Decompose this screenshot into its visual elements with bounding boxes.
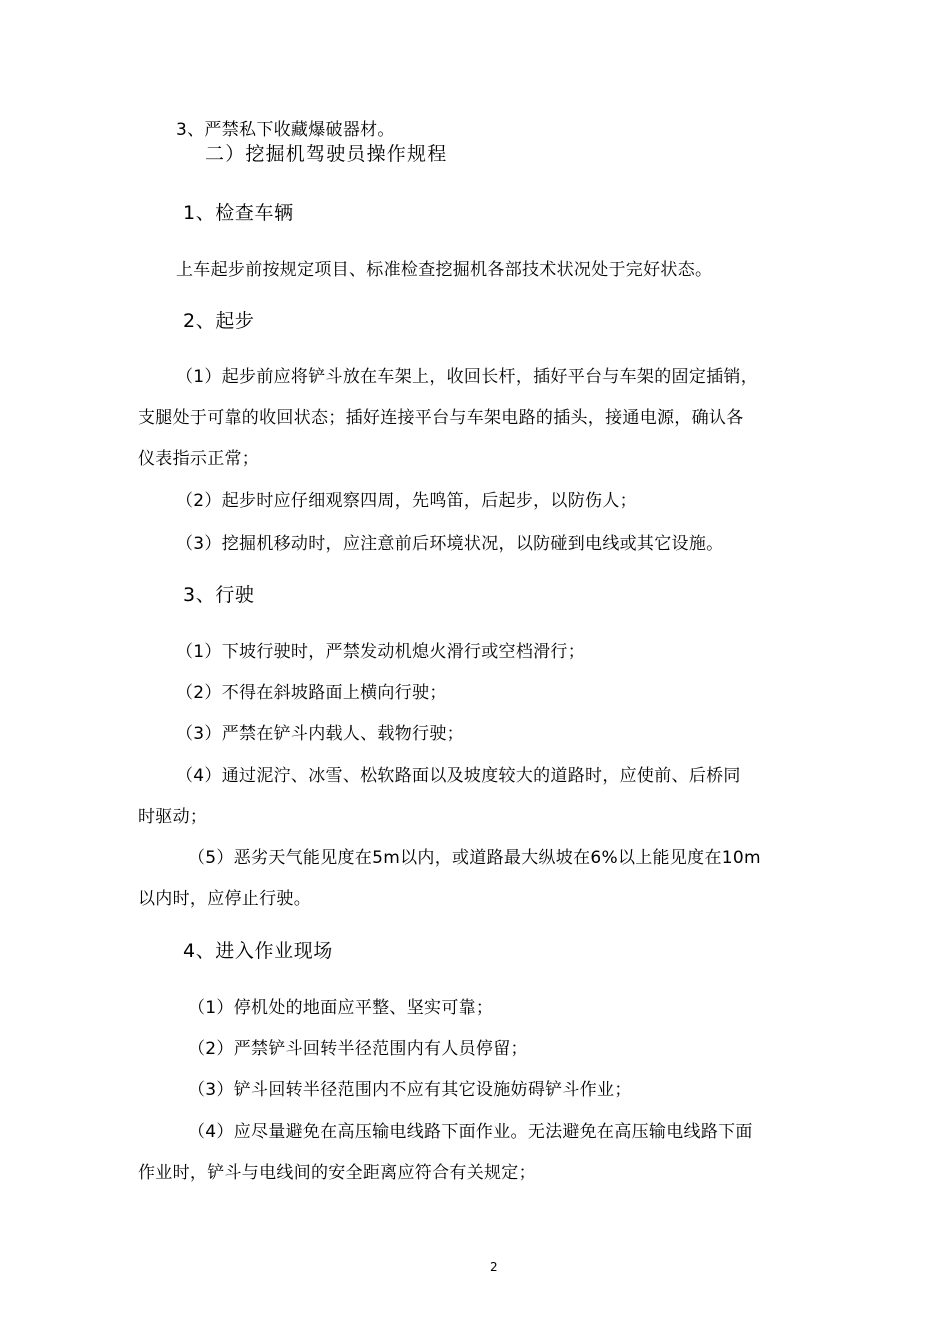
- start-item-3: （3）挖掘机移动时，应注意前后环境状况，以防碰到电线或其它设施。: [176, 534, 724, 554]
- heading-enter-worksite: 4、进入作业现场: [183, 940, 333, 962]
- heading-check-vehicle: 1、检查车辆: [183, 202, 294, 224]
- start-item-1-line-3: 仪表指示正常；: [138, 449, 260, 469]
- driving-item-5-line-2: 以内时，应停止行驶。: [138, 889, 311, 909]
- driving-item-5-line-1: （5）恶劣天气能见度在5m以内，或道路最大纵坡在6%以上能见度在10m: [188, 848, 761, 868]
- start-item-2: （2）起步时应仔细观察四周，先鸣笛，后起步，以防伤人；: [176, 491, 637, 511]
- section-title: 二）挖掘机驾驶员操作规程: [205, 143, 448, 165]
- driving-item-4-line-2: 时驱动；: [138, 807, 208, 827]
- driving-item-2: （2）不得在斜坡路面上横向行驶；: [176, 683, 447, 703]
- worksite-item-4-line-1: （4）应尽量避免在高压输电线路下面作业。无法避免在高压输电线路下面: [188, 1122, 753, 1142]
- page-number: 2: [490, 1260, 498, 1274]
- start-item-1-line-2: 支腿处于可靠的收回状态；插好连接平台与车架电路的插头，接通电源，确认各: [138, 408, 744, 428]
- driving-item-3: （3）严禁在铲斗内载人、载物行驶；: [176, 724, 464, 744]
- worksite-item-2: （2）严禁铲斗回转半径范围内有人员停留；: [188, 1039, 528, 1059]
- driving-item-4-line-1: （4）通过泥泞、冰雪、松软路面以及坡度较大的道路时，应使前、后桥同: [176, 766, 741, 786]
- intro-item: 3、严禁私下收藏爆破器材。: [176, 120, 395, 140]
- heading-start: 2、起步: [183, 310, 255, 332]
- worksite-item-3: （3）铲斗回转半径范围内不应有其它设施妨碍铲斗作业；: [188, 1080, 632, 1100]
- worksite-item-4-line-2: 作业时，铲斗与电线间的安全距离应符合有关规定；: [138, 1163, 536, 1183]
- heading-driving: 3、行驶: [183, 584, 255, 606]
- paragraph-check-vehicle: 上车起步前按规定项目、标准检查挖掘机各部技术状况处于完好状态。: [176, 260, 713, 280]
- driving-item-1: （1）下坡行驶时，严禁发动机熄火滑行或空档滑行；: [176, 642, 586, 662]
- worksite-item-1: （1）停机处的地面应平整、坚实可靠；: [188, 998, 494, 1018]
- start-item-1-line-1: （1）起步前应将铲斗放在车架上，收回长杆，插好平台与车架的固定插销，: [176, 367, 759, 387]
